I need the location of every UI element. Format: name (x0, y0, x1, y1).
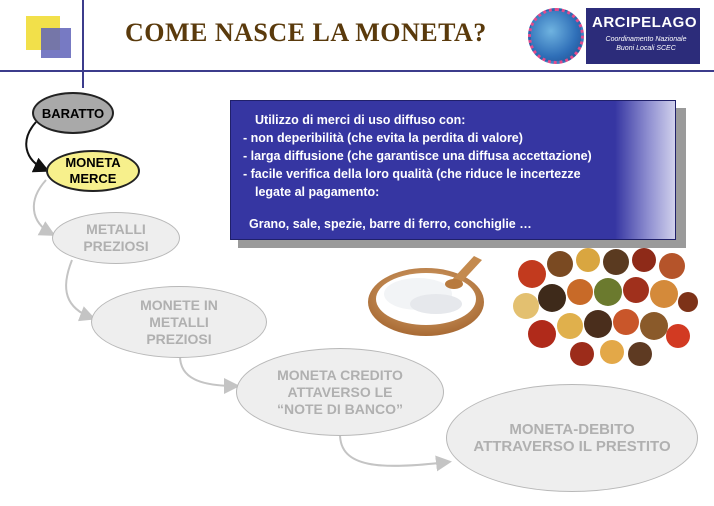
spices-image (512, 246, 698, 368)
salt-bowl-image (366, 252, 490, 340)
page-title: COME NASCE LA MONETA? (125, 18, 487, 47)
arrow-baratto-to-merce (26, 122, 46, 170)
logo-subtitle-line1: Coordinamento Nazionale (605, 36, 687, 43)
info-box (230, 100, 676, 240)
step-baratto: BARATTO (32, 92, 114, 134)
step-moneta-credito: MONETA CREDITO ATTAVERSO LE “NOTE DI BANCO” (236, 348, 444, 436)
info-continuation: legate al pagamento: (255, 185, 380, 199)
info-box-text (243, 111, 663, 233)
arrow-credito-to-debito (340, 434, 448, 466)
info-bullet-3: - facile verifica della loro qualità (che riduce le incertezze (243, 167, 581, 181)
step-monete-metalli-preziosi: MONETE IN METALLI PREZIOSI (91, 286, 267, 358)
arrow-monete-to-credito (180, 356, 236, 386)
info-examples: Grano, sale, spezie, barre di ferro, conchiglie … (249, 217, 532, 231)
step-metalli-preziosi: METALLI PREZIOSI (52, 212, 180, 264)
step-moneta-debito: MONETA-DEBITO ATTRAVERSO IL PRESTITO (446, 384, 698, 492)
info-intro: Utilizzo di merci di uso diffuso con: (255, 113, 466, 127)
info-bullet-2: - larga diffusione (che garantisce una diffusa accettazione) (243, 149, 592, 163)
arrow-metalli-to-monete (66, 260, 92, 318)
info-bullet-1: - non deperibilità (che evita la perdita di valore) (243, 131, 523, 145)
step-moneta-merce: MONETA MERCE (46, 150, 140, 192)
arrow-merce-to-metalli (34, 180, 52, 234)
logo-name: ARCIPELAGO (592, 14, 698, 31)
logo-subtitle-line2: Buoni Locali SCEC (616, 45, 676, 52)
